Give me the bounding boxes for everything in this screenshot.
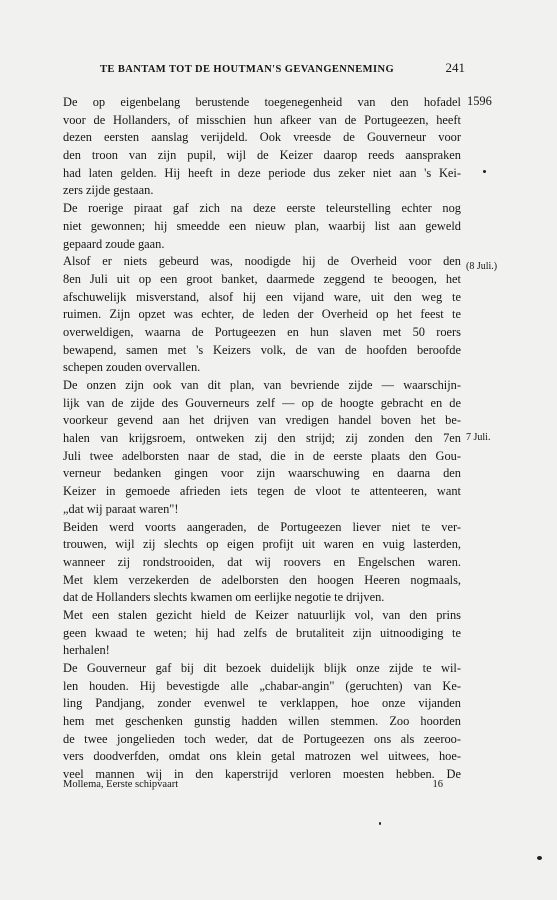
text-line: De roerige piraat gaf zich na deze eerste teleurstelling echter nog xyxy=(63,201,461,216)
text-line: wanneer zij rondstrooiden, dat wij roovers en Engelschen waren. xyxy=(63,554,461,569)
margin-note-year: 1596 xyxy=(467,94,492,108)
paragraph xyxy=(63,660,461,784)
text-line: halen van krijgsroem, ontweken zij den strijd; zij zonden den 7en xyxy=(63,431,461,446)
text-line: lijk van de zijde des Gouverneurs zelf — op de hoogte gebracht en de xyxy=(63,395,461,410)
text-line: 8en Juli uit op een groot banket, daarmede zeggend te beoogen, het xyxy=(63,271,461,286)
text-line: Beiden werd voorts aangeraden, de Portugeezen liever niet te ver- xyxy=(63,519,461,534)
ink-speck xyxy=(537,856,542,860)
text-line: voor de Hollanders, of misschien hun afkeer van de Portugeezen, heeft xyxy=(63,112,461,127)
text-line: Keizer in gemoede afrieden iets tegen de vloot te attenteeren, want xyxy=(63,484,461,499)
paragraph xyxy=(63,377,461,519)
text-line: ling Pandjang, zonder evenwel te verklappen, hoe onze vijanden xyxy=(63,696,461,711)
text-line: veel mannen wij in den kaperstrijd verloren moesten hebben. De xyxy=(63,767,461,782)
text-line: De onzen zijn ook van dit plan, van bevriende zijde — waarschijn- xyxy=(63,378,461,392)
text-line: de twee jongelieden toch weder, dat de Portugeezen ons als zeeroo- xyxy=(63,731,461,746)
margin-note-8-juli: (8 Juli.) xyxy=(466,261,498,272)
text-line: schepen zouden overvallen. xyxy=(63,360,201,375)
text-line: zers zijde gestaan. xyxy=(63,183,154,198)
ink-speck xyxy=(483,170,486,173)
text-line: ruimen. Zijn opzet was echter, de leden der Overheid op het feest te xyxy=(63,307,461,322)
text-line: „dat wij paraat waren"! xyxy=(63,501,179,516)
text-line: De op eigenbelang berustende toegenegenheid van den hofadel xyxy=(63,95,461,109)
ink-speck xyxy=(379,822,381,825)
text-line: niet gewonnen; hij smeedde een nieuw plan, waarbij list aan geweld xyxy=(63,218,461,233)
page-number: 241 xyxy=(445,60,465,75)
text-line: De Gouverneur gaf bij dit bezoek duidelijk blijk onze zijde te wil- xyxy=(63,661,461,675)
page-footer xyxy=(63,779,461,790)
text-line: hem met geschenken gunstig hadden willen stemmen. Zoo hoorden xyxy=(63,714,461,729)
body-text xyxy=(63,94,461,784)
text-line: Juli twee adelborsten naar de stad, die in de eerste plaats den Gou- xyxy=(63,448,461,463)
footer-signature-title: Mollema, Eerste schipvaart xyxy=(63,779,179,790)
text-line: bewapend, samen met 's Keizers volk, de van de hoofden beroofde xyxy=(63,342,461,357)
text-line: trouwen, wijl zij slechts op eigen profijt uit waren en vuig lasterden, xyxy=(63,537,461,552)
paragraph xyxy=(63,200,461,253)
text-line: verneur bedanken gingen voor zijn waarschuwing en daarna den xyxy=(63,466,461,481)
paragraph xyxy=(63,519,461,607)
running-header xyxy=(100,60,465,76)
paragraph xyxy=(63,253,461,377)
text-line: Alsof er niets gebeurd was, noodigde hij de Overheid voor den xyxy=(63,254,461,269)
text-line: geen kwaad te weten; hij had zelfs de brutaliteit zijn uitnoodiging te xyxy=(63,625,461,640)
text-line: dat de Hollanders slechts kwamen om eerlijke negotie te drijven. xyxy=(63,590,385,605)
text-line: len houden. Hij bevestigde alle „chabar-angin" (geruchten) van Ke- xyxy=(63,678,461,693)
paragraph xyxy=(63,94,461,200)
text-line: gepaard zoude gaan. xyxy=(63,236,165,251)
paragraph xyxy=(63,607,461,660)
text-line: Met een stalen gezicht hield de Keizer natuurlijk vol, van den prins xyxy=(63,607,461,622)
text-line: afschuwelijk misverstand, alsof hij een vijand ware, uit den weg te xyxy=(63,289,461,304)
text-line: herhalen! xyxy=(63,643,110,658)
text-line: had laten gelden. Hij heeft in deze periode dus zeker niet aan 's Kei- xyxy=(63,165,461,180)
text-line: vers doodverfden, omdat ons klein getal matrozen wel uitwees, hoe- xyxy=(63,749,461,764)
margin-note-7-juli: 7 Juli. xyxy=(466,432,491,443)
running-title: TE BANTAM TOT DE HOUTMAN'S GEVANGENNEMING xyxy=(100,64,395,75)
footer-signature-number: 16 xyxy=(432,779,443,790)
text-line: voorkeur gevend aan het drijven van vredigen handel boven het be- xyxy=(63,413,461,428)
text-line: dezen eersten aanslag verijdeld. Ook vreesde de Gouverneur voor xyxy=(63,130,461,145)
text-line: Met klem verzekerden de adelborsten den hoogen Heeren nogmaals, xyxy=(63,572,461,587)
text-line: overweldigen, waarna de Portugeezen en hun slaven met 50 roers xyxy=(63,324,461,339)
text-line: den troon van zijn pupil, wijl de Keizer daarop reeds aanspraken xyxy=(63,148,461,163)
